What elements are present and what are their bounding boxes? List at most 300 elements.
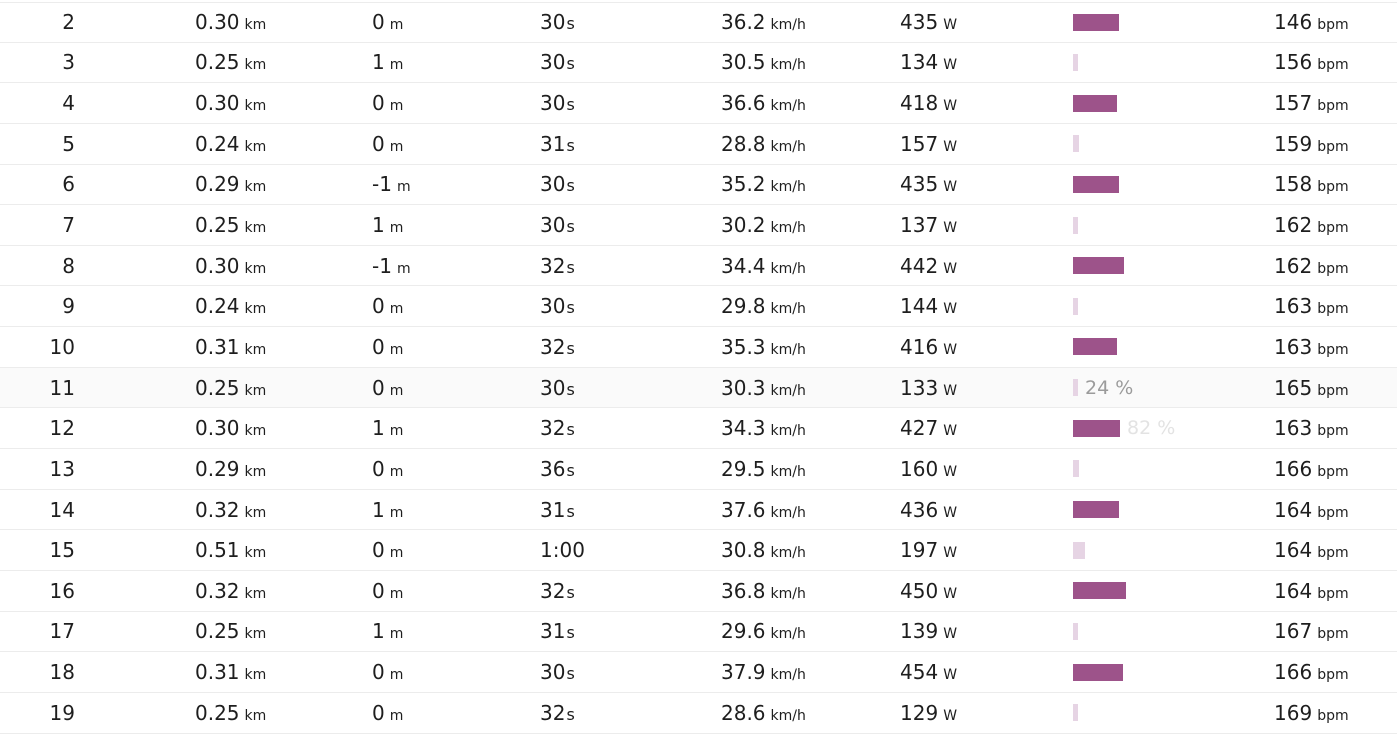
- lap-number-cell: 14: [49, 497, 75, 522]
- power-value: 197: [900, 538, 939, 563]
- power-value: 442: [900, 253, 939, 278]
- lap-number-cell: 5: [62, 131, 75, 156]
- heart-rate-cell: [1274, 213, 1397, 237]
- time-value: 32: [540, 700, 566, 725]
- time-cell: [540, 10, 721, 34]
- power-cell: [900, 254, 1073, 278]
- unit-label: km: [244, 98, 267, 115]
- time-cell: [540, 132, 721, 156]
- power-bar: [1073, 460, 1079, 477]
- power-value: 436: [900, 497, 939, 522]
- unit-label: km: [244, 545, 267, 562]
- unit-label: W: [943, 301, 958, 318]
- unit-label: km: [244, 57, 267, 74]
- power-bar-cell: [1073, 257, 1274, 274]
- distance-value: 0.25: [195, 375, 240, 400]
- elevation-value: 0: [372, 660, 385, 685]
- time-value: 30: [540, 213, 566, 238]
- heart_rate-value: 164: [1274, 497, 1313, 522]
- elevation-cell: [372, 294, 540, 318]
- elevation-cell: [372, 213, 540, 237]
- unit-label: W: [943, 17, 958, 34]
- lap-row[interactable]: [0, 246, 1397, 287]
- lap-row[interactable]: [0, 286, 1397, 327]
- power-value: 144: [900, 294, 939, 319]
- unit-label: bpm: [1317, 667, 1349, 684]
- power-cell: [900, 416, 1073, 440]
- unit-label: bpm: [1317, 57, 1349, 74]
- heart-rate-cell: [1274, 376, 1397, 400]
- time-value: 31: [540, 131, 566, 156]
- speed-cell: [721, 376, 900, 400]
- power-percent-label: 82 %: [1127, 417, 1176, 440]
- unit-label: W: [943, 504, 958, 521]
- elevation-cell: [372, 619, 540, 643]
- power-value: 160: [900, 456, 939, 481]
- unit-label: km: [244, 179, 267, 196]
- unit-label: km: [244, 707, 267, 724]
- elevation-cell: [372, 538, 540, 562]
- time-value: 30: [540, 375, 566, 400]
- power-bar: [1073, 257, 1124, 274]
- time-value: 30: [540, 294, 566, 319]
- unit-label: m: [396, 179, 411, 196]
- time-cell: [540, 416, 721, 440]
- distance-cell: [195, 91, 372, 115]
- unit-label: km/h: [770, 57, 806, 74]
- distance-value: 0.25: [195, 619, 240, 644]
- power-value: 133: [900, 375, 939, 400]
- lap-row[interactable]: [0, 2, 1397, 43]
- lap-row[interactable]: [0, 449, 1397, 490]
- elevation-cell: [372, 457, 540, 481]
- speed-cell: [721, 498, 900, 522]
- power-percent-label: 24 %: [1085, 376, 1134, 399]
- speed-cell: [721, 254, 900, 278]
- power-bar: [1073, 338, 1117, 355]
- elevation-cell: [372, 254, 540, 278]
- power-bar-cell: [1073, 14, 1274, 31]
- unit-label: W: [943, 423, 958, 440]
- elevation-value: 0: [372, 131, 385, 156]
- unit-label: bpm: [1317, 626, 1349, 643]
- lap-row[interactable]: [0, 408, 1397, 449]
- power-bar: [1073, 501, 1119, 518]
- unit-label: km: [244, 138, 267, 155]
- heart_rate-value: 163: [1274, 294, 1313, 319]
- unit-label: km: [244, 17, 267, 34]
- elevation-value: 0: [372, 91, 385, 116]
- heart-rate-cell: [1274, 294, 1397, 318]
- unit-label: km/h: [770, 667, 806, 684]
- elevation-value: 0: [372, 538, 385, 563]
- heart_rate-value: 162: [1274, 213, 1313, 238]
- lap-number-cell: 11: [49, 375, 75, 400]
- time-value: 32: [540, 578, 566, 603]
- unit-label: km/h: [770, 545, 806, 562]
- unit-label: bpm: [1317, 463, 1349, 480]
- elevation-cell: [372, 498, 540, 522]
- elevation-cell: [372, 701, 540, 725]
- unit-label: s: [566, 501, 575, 521]
- speed-cell: [721, 538, 900, 562]
- speed-cell: [721, 619, 900, 643]
- heart_rate-value: 163: [1274, 416, 1313, 441]
- power-value: 418: [900, 91, 939, 116]
- heart-rate-cell: [1274, 50, 1397, 74]
- power-bar-cell: [1073, 460, 1274, 477]
- distance-value: 0.30: [195, 416, 240, 441]
- heart-rate-cell: [1274, 132, 1397, 156]
- unit-label: s: [566, 54, 575, 74]
- distance-cell: [195, 10, 372, 34]
- distance-value: 0.24: [195, 294, 240, 319]
- heart_rate-value: 166: [1274, 456, 1313, 481]
- lap-row[interactable]: [0, 83, 1397, 124]
- unit-label: s: [566, 135, 575, 155]
- heart_rate-value: 159: [1274, 131, 1313, 156]
- elevation-cell: [372, 416, 540, 440]
- elevation-value: 1: [372, 50, 385, 75]
- power-value: 435: [900, 172, 939, 197]
- power-bar: [1073, 582, 1126, 599]
- unit-label: km/h: [770, 707, 806, 724]
- heart_rate-value: 165: [1274, 375, 1313, 400]
- unit-label: W: [943, 707, 958, 724]
- elevation-value: 1: [372, 416, 385, 441]
- power-value: 139: [900, 619, 939, 644]
- unit-label: km/h: [770, 585, 806, 602]
- unit-label: W: [943, 463, 958, 480]
- power-value: 157: [900, 131, 939, 156]
- lap-row[interactable]: [0, 368, 1397, 409]
- time-value: 30: [540, 10, 566, 35]
- unit-label: bpm: [1317, 138, 1349, 155]
- distance-cell: [195, 579, 372, 603]
- lap-row[interactable]: [0, 43, 1397, 84]
- unit-label: m: [389, 341, 404, 358]
- unit-label: W: [943, 98, 958, 115]
- lap-row[interactable]: [0, 205, 1397, 246]
- power-cell: [900, 498, 1073, 522]
- speed-cell: [721, 10, 900, 34]
- power-bar: [1073, 420, 1120, 437]
- unit-label: m: [389, 585, 404, 602]
- time-cell: [540, 335, 721, 359]
- time-cell: [540, 457, 721, 481]
- lap-number-cell: 12: [49, 416, 75, 441]
- heart_rate-value: 163: [1274, 334, 1313, 359]
- power-value: 416: [900, 334, 939, 359]
- time-cell: [540, 498, 721, 522]
- heart_rate-value: 162: [1274, 253, 1313, 278]
- unit-label: s: [566, 704, 575, 724]
- distance-value: 0.32: [195, 578, 240, 603]
- unit-label: km/h: [770, 463, 806, 480]
- distance-cell: [195, 294, 372, 318]
- power-bar: [1073, 217, 1078, 234]
- heart_rate-value: 157: [1274, 91, 1313, 116]
- unit-label: km: [244, 626, 267, 643]
- speed-cell: [721, 660, 900, 684]
- unit-label: km/h: [770, 179, 806, 196]
- time-value: 32: [540, 416, 566, 441]
- speed-value: 29.8: [721, 294, 766, 319]
- heart_rate-value: 164: [1274, 578, 1313, 603]
- lap-number-cell: 9: [62, 294, 75, 319]
- unit-label: m: [389, 626, 404, 643]
- speed-value: 35.2: [721, 172, 766, 197]
- power-bar-cell: [1073, 664, 1274, 681]
- unit-label: km: [244, 301, 267, 318]
- heart-rate-cell: [1274, 457, 1397, 481]
- unit-label: km/h: [770, 98, 806, 115]
- speed-value: 36.8: [721, 578, 766, 603]
- power-cell: [900, 619, 1073, 643]
- lap-number-cell: 4: [62, 91, 75, 116]
- power-bar: [1073, 542, 1085, 559]
- lap-number-cell: 13: [49, 456, 75, 481]
- unit-label: m: [389, 301, 404, 318]
- unit-label: s: [566, 379, 575, 399]
- unit-label: km: [244, 423, 267, 440]
- time-value: 30: [540, 50, 566, 75]
- distance-cell: [195, 498, 372, 522]
- lap-row[interactable]: [0, 652, 1397, 693]
- unit-label: m: [396, 260, 411, 277]
- unit-label: km: [244, 667, 267, 684]
- speed-value: 28.6: [721, 700, 766, 725]
- unit-label: m: [389, 382, 404, 399]
- power-cell: [900, 132, 1073, 156]
- speed-value: 29.6: [721, 619, 766, 644]
- heart-rate-cell: [1274, 91, 1397, 115]
- unit-label: s: [566, 217, 575, 237]
- power-cell: [900, 335, 1073, 359]
- lap-number-cell: 2: [62, 10, 75, 35]
- power-bar-cell: [1073, 704, 1274, 721]
- time-cell: [540, 376, 721, 400]
- distance-value: 0.31: [195, 334, 240, 359]
- lap-number-cell: 18: [49, 660, 75, 685]
- unit-label: m: [389, 423, 404, 440]
- lap-number-cell: 16: [49, 578, 75, 603]
- power-bar: [1073, 298, 1078, 315]
- lap-number-cell: 3: [62, 50, 75, 75]
- lap-number-cell: 19: [49, 700, 75, 725]
- power-value: 129: [900, 700, 939, 725]
- power-bar-cell: [1073, 582, 1274, 599]
- power-bar-cell: [1073, 623, 1274, 640]
- heart_rate-value: 146: [1274, 10, 1313, 35]
- unit-label: km: [244, 260, 267, 277]
- time-cell: [540, 701, 721, 725]
- elevation-cell: [372, 660, 540, 684]
- unit-label: km/h: [770, 626, 806, 643]
- power-bar-cell: [1073, 95, 1274, 112]
- unit-label: s: [566, 257, 575, 277]
- unit-label: W: [943, 220, 958, 237]
- unit-label: s: [566, 14, 575, 34]
- time-cell: [540, 50, 721, 74]
- power-bar: [1073, 14, 1119, 31]
- speed-cell: [721, 213, 900, 237]
- time-cell: [540, 619, 721, 643]
- time-cell: [540, 294, 721, 318]
- power-cell: [900, 660, 1073, 684]
- elevation-cell: [372, 50, 540, 74]
- power-cell: [900, 91, 1073, 115]
- unit-label: m: [389, 667, 404, 684]
- time-cell: [540, 172, 721, 196]
- unit-label: W: [943, 382, 958, 399]
- speed-value: 34.3: [721, 416, 766, 441]
- elevation-cell: [372, 132, 540, 156]
- time-value: 31: [540, 497, 566, 522]
- power-bar-cell: [1073, 176, 1274, 193]
- time-cell: [540, 213, 721, 237]
- unit-label: W: [943, 667, 958, 684]
- lap-row[interactable]: [0, 124, 1397, 165]
- distance-cell: [195, 172, 372, 196]
- unit-label: km: [244, 504, 267, 521]
- lap-number-cell: 6: [62, 172, 75, 197]
- unit-label: km/h: [770, 504, 806, 521]
- distance-cell: [195, 416, 372, 440]
- heart-rate-cell: [1274, 619, 1397, 643]
- heart-rate-cell: [1274, 416, 1397, 440]
- distance-value: 0.25: [195, 213, 240, 238]
- lap-row[interactable]: [0, 165, 1397, 206]
- elevation-value: 0: [372, 700, 385, 725]
- speed-value: 29.5: [721, 456, 766, 481]
- distance-value: 0.25: [195, 50, 240, 75]
- unit-label: km/h: [770, 220, 806, 237]
- elevation-value: 0: [372, 578, 385, 603]
- power-cell: [900, 50, 1073, 74]
- power-cell: [900, 376, 1073, 400]
- speed-cell: [721, 294, 900, 318]
- heart-rate-cell: [1274, 660, 1397, 684]
- elevation-value: 0: [372, 334, 385, 359]
- power-cell: [900, 457, 1073, 481]
- heart-rate-cell: [1274, 254, 1397, 278]
- lap-row[interactable]: [0, 327, 1397, 368]
- power-bar-cell: [1073, 338, 1274, 355]
- unit-label: km: [244, 463, 267, 480]
- distance-value: 0.31: [195, 660, 240, 685]
- lap-row[interactable]: [0, 612, 1397, 653]
- lap-row[interactable]: [0, 571, 1397, 612]
- speed-cell: [721, 457, 900, 481]
- lap-row[interactable]: [0, 693, 1397, 734]
- speed-cell: [721, 172, 900, 196]
- power-bar: [1073, 95, 1117, 112]
- speed-value: 35.3: [721, 334, 766, 359]
- power-cell: [900, 294, 1073, 318]
- power-bar-cell: [1073, 135, 1274, 152]
- lap-number-cell: 15: [49, 538, 75, 563]
- time-value: 1:00: [540, 538, 585, 563]
- speed-value: 30.8: [721, 538, 766, 563]
- power-bar: [1073, 623, 1078, 640]
- distance-value: 0.30: [195, 253, 240, 278]
- power-value: 427: [900, 416, 939, 441]
- unit-label: s: [566, 176, 575, 196]
- unit-label: km/h: [770, 301, 806, 318]
- distance-value: 0.29: [195, 456, 240, 481]
- elevation-value: 1: [372, 619, 385, 644]
- elevation-value: -1: [372, 172, 392, 197]
- distance-cell: [195, 254, 372, 278]
- speed-value: 30.5: [721, 50, 766, 75]
- lap-number-cell: 7: [62, 213, 75, 238]
- unit-label: km: [244, 382, 267, 399]
- unit-label: s: [566, 664, 575, 684]
- unit-label: km/h: [770, 382, 806, 399]
- elevation-value: 1: [372, 497, 385, 522]
- heart_rate-value: 158: [1274, 172, 1313, 197]
- distance-cell: [195, 376, 372, 400]
- time-value: 31: [540, 619, 566, 644]
- unit-label: bpm: [1317, 260, 1349, 277]
- heart_rate-value: 167: [1274, 619, 1313, 644]
- speed-value: 36.6: [721, 91, 766, 116]
- unit-label: s: [566, 582, 575, 602]
- elevation-cell: [372, 91, 540, 115]
- distance-cell: [195, 335, 372, 359]
- elevation-cell: [372, 376, 540, 400]
- time-cell: [540, 91, 721, 115]
- time-value: 32: [540, 334, 566, 359]
- distance-cell: [195, 660, 372, 684]
- unit-label: W: [943, 585, 958, 602]
- heart-rate-cell: [1274, 538, 1397, 562]
- unit-label: m: [389, 504, 404, 521]
- unit-label: m: [389, 57, 404, 74]
- unit-label: W: [943, 138, 958, 155]
- speed-cell: [721, 701, 900, 725]
- unit-label: s: [566, 420, 575, 440]
- unit-label: bpm: [1317, 585, 1349, 602]
- elevation-value: -1: [372, 253, 392, 278]
- distance-value: 0.25: [195, 700, 240, 725]
- unit-label: s: [566, 460, 575, 480]
- distance-value: 0.29: [195, 172, 240, 197]
- unit-label: W: [943, 341, 958, 358]
- power-bar-cell: [1073, 298, 1274, 315]
- distance-value: 0.24: [195, 131, 240, 156]
- unit-label: bpm: [1317, 220, 1349, 237]
- heart-rate-cell: [1274, 10, 1397, 34]
- speed-value: 28.8: [721, 131, 766, 156]
- heart-rate-cell: [1274, 172, 1397, 196]
- power-value: 450: [900, 578, 939, 603]
- power-value: 454: [900, 660, 939, 685]
- heart-rate-cell: [1274, 498, 1397, 522]
- unit-label: bpm: [1317, 382, 1349, 399]
- unit-label: bpm: [1317, 707, 1349, 724]
- unit-label: bpm: [1317, 301, 1349, 318]
- unit-label: bpm: [1317, 341, 1349, 358]
- lap-row[interactable]: [0, 530, 1397, 571]
- unit-label: bpm: [1317, 545, 1349, 562]
- lap-row[interactable]: [0, 490, 1397, 531]
- power-cell: [900, 701, 1073, 725]
- power-bar: [1073, 664, 1123, 681]
- power-cell: [900, 538, 1073, 562]
- time-cell: [540, 579, 721, 603]
